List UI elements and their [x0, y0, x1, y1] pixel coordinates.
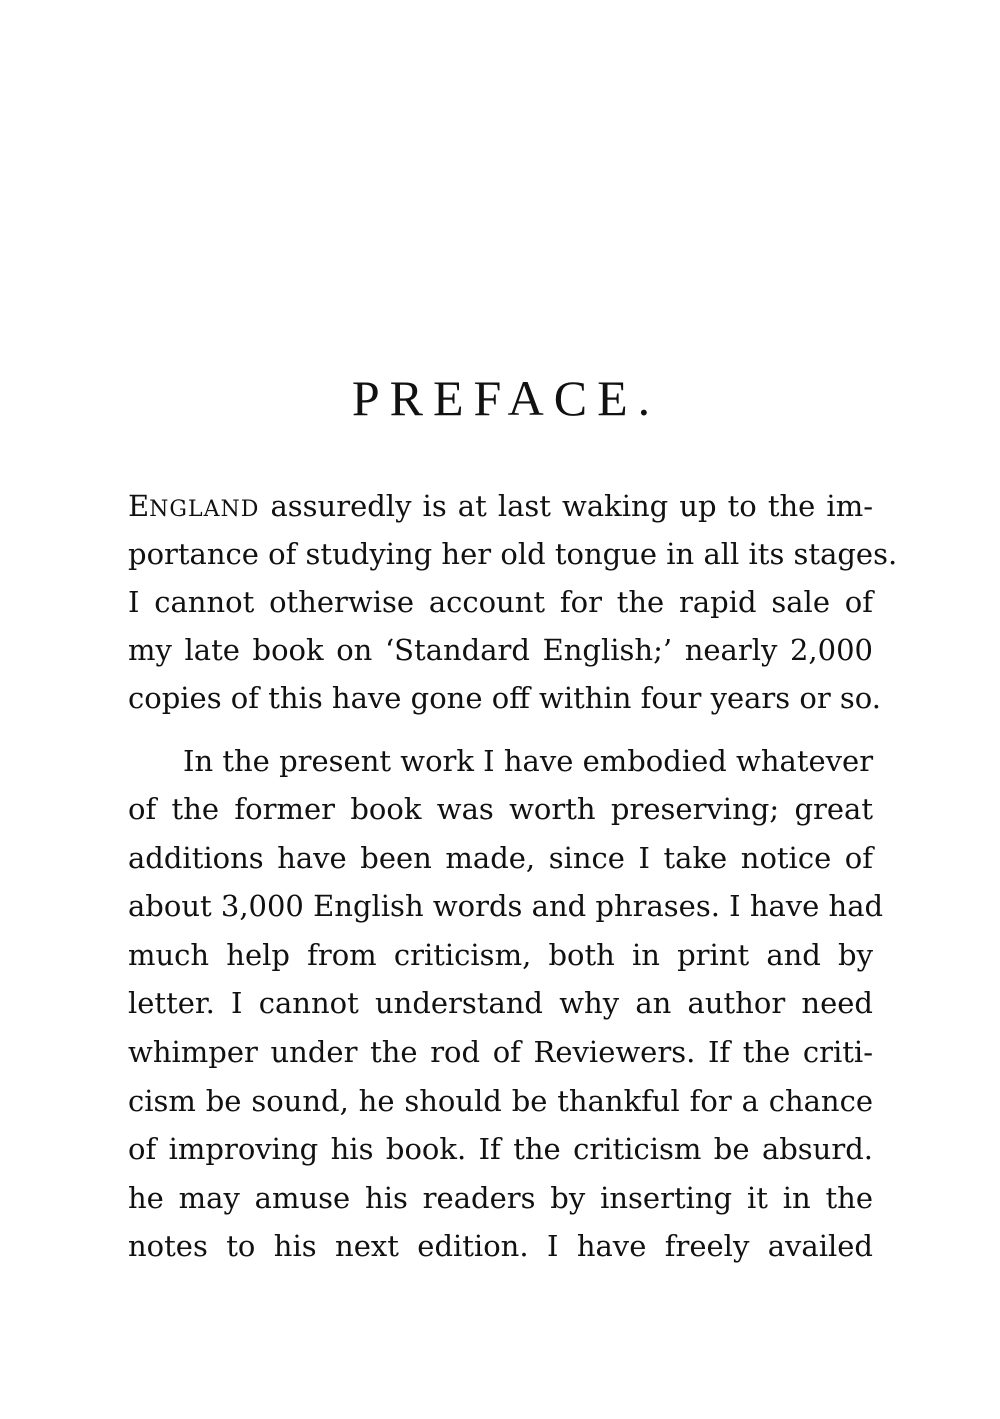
text-line: cism be sound, he should be thankful for a chance	[128, 1084, 873, 1118]
text-line: letter. I cannot understand why an author need	[128, 986, 873, 1020]
text-line: whimper under the rod of Reviewers. If the criti-	[128, 1035, 873, 1069]
text-line: additions have been made, since I take notice of	[128, 841, 873, 875]
text-line: he may amuse his readers by inserting it in the	[128, 1181, 873, 1215]
text-line: notes to his next edition. I have freely availed	[128, 1229, 873, 1263]
text-line: of the former book was worth preserving; great	[128, 792, 873, 826]
text-line: of improving his book. If the criticism be absurd.	[128, 1132, 873, 1166]
text-line: copies of this have gone off within four years or so.	[128, 681, 881, 715]
text-line: ENGLAND assuredly is at last waking up to the im-	[128, 489, 873, 523]
small-caps-lead: ENGLAND	[128, 489, 260, 523]
text-line: about 3,000 English words and phrases. I have had	[128, 889, 884, 923]
text-line: In the present work I have embodied whatever	[183, 744, 874, 778]
text-line: I cannot otherwise account for the rapid sale of	[128, 585, 873, 619]
text-line: portance of studying her old tongue in all its stages.	[128, 537, 898, 571]
text-line: much help from criticism, both in print and by	[128, 938, 873, 972]
text-line: my late book on ‘Standard English;’ nearly 2,000	[128, 633, 873, 667]
page-title: PREFACE.	[351, 370, 661, 426]
